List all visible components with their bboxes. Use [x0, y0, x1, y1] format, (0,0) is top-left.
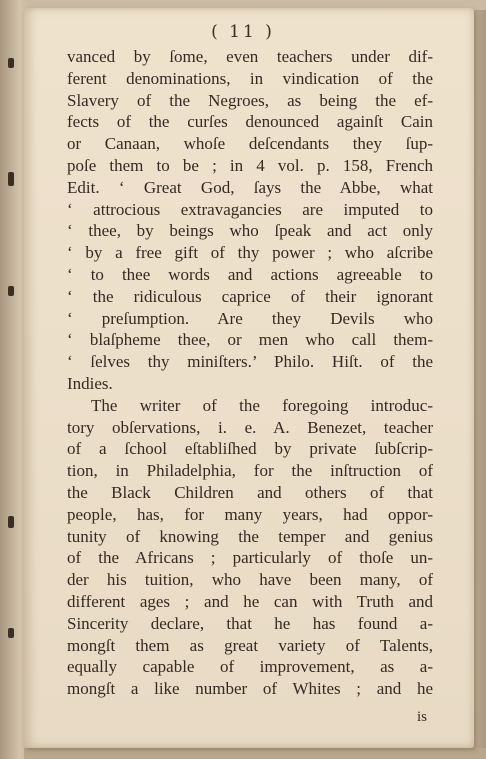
text-line: fects of the curſes denounced againſt Cain	[67, 112, 433, 132]
text-line: Slavery of the Negroes, as being the ef-	[67, 90, 433, 110]
text-line: of a ſchool eſtabliſhed by private ſubſcrip-	[67, 439, 433, 459]
text-line: people, has, for many years, had oppor-	[67, 504, 433, 524]
text-line: ‘ by a free gift of thy power ; who aſcribe	[67, 243, 433, 263]
text-line: ‘ blaſpheme thee, or men who call them-	[67, 330, 433, 350]
binding-stitch	[8, 172, 14, 186]
text-line: tion, in Philadelphia, for the inſtruction of	[67, 461, 433, 481]
text-line: ‘ the ridiculous caprice of their ignorant	[67, 286, 433, 306]
binding-stitch	[8, 58, 14, 68]
text-line: mongſt a like number of Whites ; and he	[67, 679, 433, 699]
text-line: equally capable of improvement, as a-	[67, 657, 433, 677]
text-line: tunity of knowing the temper and genius	[67, 526, 433, 546]
text-line: the Black Children and others of that	[67, 482, 433, 502]
text-line: ‘ to thee words and actions agreeable to	[67, 264, 433, 284]
text-line: ‘ thee, by beings who ſpeak and act only	[67, 221, 433, 241]
catchword: is	[417, 709, 428, 725]
body-text	[67, 46, 435, 700]
binding-stitch	[8, 516, 14, 528]
text-line: different ages ; and he can with Truth and	[67, 591, 433, 611]
text-line: poſe them to be ; in 4 vol. p. 158, French	[67, 155, 433, 175]
page-number: ( 11 )	[211, 22, 275, 42]
text-line: der his tuition, who have been many, of	[67, 570, 433, 590]
binding-gutter	[0, 0, 26, 759]
paragraph-start-line: The writer of the foregoing introduc-	[91, 395, 433, 415]
text-line: of the Africans ; particularly of thoſe un-	[67, 548, 433, 568]
text-line: or Canaan, whoſe deſcendants they ſup-	[67, 134, 433, 154]
page-edge-right	[472, 10, 486, 752]
text-line: vanced by ſome, even teachers under dif-	[67, 47, 433, 66]
text-line: Sincerity declare, that he has found a-	[67, 613, 433, 633]
text-line: ‘ preſumption. Are they Devils who	[67, 308, 433, 328]
text-line: ‘ attrocious extravagancies are imputed to	[67, 199, 433, 219]
binding-stitch	[8, 286, 14, 296]
binding-stitch	[8, 628, 14, 638]
text-line: Indies.	[67, 373, 113, 393]
text-line: Edit. ‘ Great God, ſays the Abbe, what	[67, 177, 433, 197]
text-line: ferent denominations, in vindication of the	[67, 68, 433, 88]
text-line: mongſt them as great variety of Talents,	[67, 635, 433, 655]
page-edge-bottom	[24, 748, 486, 759]
text-line: ‘ ſelves thy miniſters.’ Philo. Hiſt. of the	[67, 352, 433, 372]
text-line: tory obſervations, i. e. A. Benezet, teacher	[67, 417, 433, 437]
